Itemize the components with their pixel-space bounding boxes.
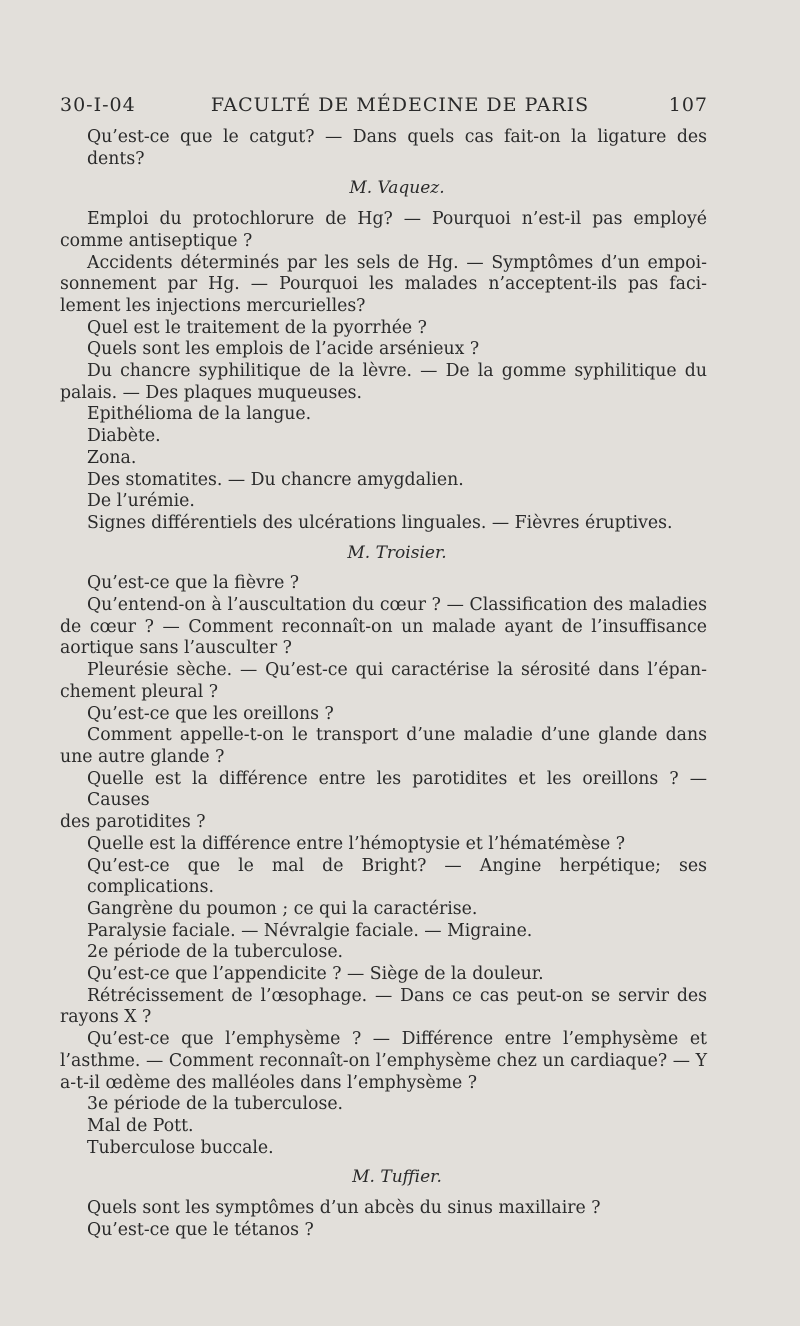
question-paragraph — [60, 209, 707, 252]
paragraph-continuation: chement pleural ? — [60, 681, 219, 702]
question-line: Mal de Pott. — [87, 1115, 194, 1136]
question-paragraph — [60, 361, 707, 404]
examiner-heading: M. Vaquez. — [349, 178, 445, 199]
examiner-heading: M. Tuffier. — [352, 1167, 442, 1188]
question-paragraph — [60, 595, 707, 660]
paragraph-first-line: Pleurésie sèche. — Qu’est-ce qui caractérise la sérosité dans l’épan- — [87, 660, 707, 681]
question-line: Paralysie faciale. — Névralgie faciale. — Migraine. — [87, 920, 533, 941]
paragraph-first-line: Du chancre syphilitique de la lèvre. — De la gomme syphilitique du — [87, 361, 707, 382]
question-paragraph — [60, 1029, 707, 1094]
examiner-heading: M. Troisier. — [347, 542, 447, 563]
paragraph-first-line: Qu’entend-on à l’auscultation du cœur ? — Classification des maladies — [87, 595, 707, 616]
running-header — [60, 94, 708, 124]
question-line: 2e période de la tuberculose. — [87, 942, 344, 963]
question-line: 3e période de la tuberculose. — [87, 1094, 344, 1115]
question-paragraph — [60, 252, 707, 318]
paragraph-first-line: Comment appelle-t-on le transport d’une maladie d’une glande dans — [87, 725, 707, 746]
question-line: Quels sont les symptômes d’un abcès du sinus maxillaire ? — [87, 1198, 601, 1219]
question-line: Des stomatites. — Du chancre amygdalien. — [87, 469, 464, 490]
question-line: Quel est le traitement de la pyorrhée ? — [87, 317, 427, 338]
paragraph-continuation: sonnement par Hg. — Pourquoi les malades n’acceptent-ils pas faci-lement les injections mercurielles? — [60, 274, 707, 316]
question-line: Gangrène du poumon ; ce qui la caractérise. — [87, 898, 478, 919]
paragraph-first-line: Rétrécissement de l’œsophage. — Dans ce cas peut-on se servir des — [87, 985, 707, 1006]
paragraph-continuation: palais. — Des plaques muqueuses. — [60, 382, 362, 403]
question-line: Quelle est la différence entre l’hémoptysie et l’hématémèse ? — [87, 833, 625, 854]
question-line: Qu’est-ce que le tétanos ? — [87, 1219, 314, 1240]
paragraph-first-line: Qu’est-ce que l’emphysème ? — Différence entre l’emphysème et — [87, 1029, 707, 1050]
question-line: Qu’est-ce que l’appendicite ? — Siège de la douleur. — [87, 964, 544, 985]
paragraph-continuation: des parotidites ? — [60, 812, 206, 833]
paragraph-continuation: rayons X ? — [60, 1007, 152, 1028]
question-line: Qu’est-ce que la fièvre ? — [87, 573, 300, 594]
paragraph-continuation: comme antiseptique ? — [60, 230, 253, 251]
header-date: 30-I-04 — [60, 94, 136, 116]
question-line: Quels sont les emplois de l’acide arsénieux ? — [87, 339, 480, 360]
paragraph-first-line: Emploi du protochlorure de Hg? — Pourquoi n’est-il pas employé — [87, 209, 707, 230]
paragraph-continuation: de cœur ? — Comment reconnaît-on un malade ayant de l’insuffisance aortique sans l’ausculter ? — [60, 616, 707, 659]
question-line: Qu’est-ce que les oreillons ? — [87, 703, 334, 724]
paragraph-first-line: Quelle est la différence entre les parotidites et les oreillons ? — Causes — [87, 768, 707, 811]
question-line: Tuberculose buccale. — [87, 1137, 274, 1158]
header-title: FACULTÉ DE MÉDECINE DE PARIS — [210, 94, 590, 116]
paragraph-continuation: une autre glande ? — [60, 746, 225, 767]
question-line: De l’urémie. — [87, 491, 195, 512]
question-paragraph — [60, 660, 707, 703]
page-body — [60, 127, 707, 1241]
paragraph-continuation: l’asthme. — Comment reconnaît-on l’emphysème chez un cardiaque? — Y a-t-il œdème des malléoles dans l’emphysème ? — [60, 1050, 707, 1093]
question-paragraph — [60, 725, 707, 768]
question-line: Qu’est-ce que le mal de Bright? — Angine herpétique; ses complications. — [87, 855, 707, 898]
question-line: Epithélioma de la langue. — [87, 404, 312, 425]
question-paragraph — [60, 768, 707, 834]
question-paragraph — [60, 985, 707, 1029]
paragraph-first-line: Accidents déterminés par les sels de Hg. — Symptômes d’un empoi- — [87, 252, 707, 273]
question-line: Qu’est-ce que le catgut? — Dans quels cas fait-on la ligature des dents? — [87, 127, 707, 169]
question-line: Diabète. — [87, 426, 161, 447]
question-line: Signes différentiels des ulcérations linguales. — Fièvres éruptives. — [87, 512, 673, 533]
question-line: Zona. — [87, 447, 137, 468]
page-number: 107 — [668, 94, 708, 116]
